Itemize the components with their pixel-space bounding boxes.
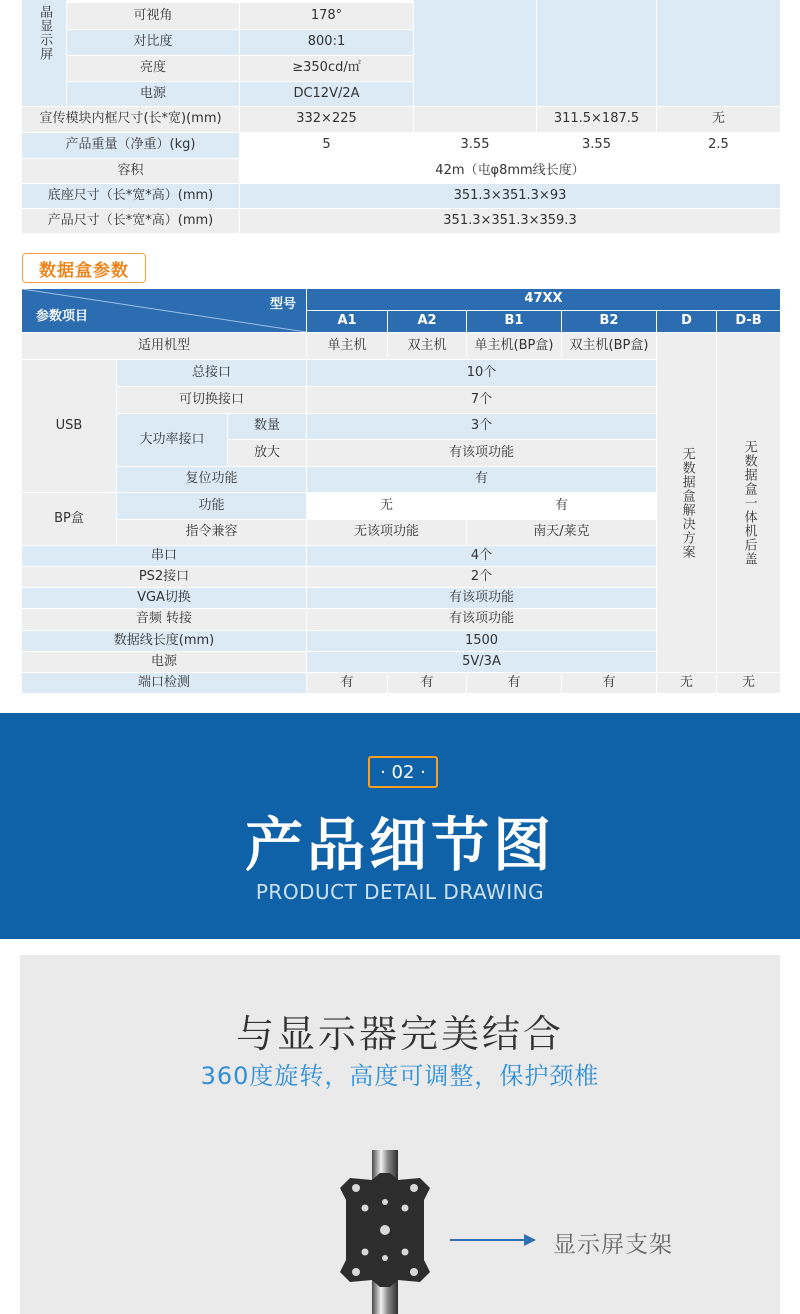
row-label: 指令兼容 xyxy=(117,520,306,545)
d-note: 无数据盒解决方案 xyxy=(679,446,695,559)
row-value: 5V/3A xyxy=(307,652,656,672)
row-value: 无该项功能 xyxy=(307,520,466,545)
row-value: 有 xyxy=(562,673,656,693)
arrow-right-icon xyxy=(450,1233,536,1247)
spec-value: 351.3×351.3×93 xyxy=(240,184,780,208)
spec-value: 5 xyxy=(240,133,413,158)
row-value: 有 xyxy=(467,673,561,693)
row-value: 有该项功能 xyxy=(307,440,656,466)
spec-label: 产品重量（净重）(kg) xyxy=(22,133,239,158)
row-value: 无 xyxy=(657,673,716,693)
row-value: 有 xyxy=(307,467,656,492)
blank-cell xyxy=(657,0,780,106)
row-label: 数据线长度(mm) xyxy=(22,631,306,651)
col-header: B1 xyxy=(467,311,561,332)
row-value: 有 xyxy=(388,673,466,693)
row-value: 南天/莱克 xyxy=(467,520,656,545)
model-header-label: 型号 xyxy=(269,297,296,312)
row-value: 1500 xyxy=(307,631,656,651)
spec-value: 无 xyxy=(657,107,780,132)
col-header: D xyxy=(657,311,716,332)
row-value: 4个 xyxy=(307,546,656,566)
blank-cell xyxy=(414,0,536,106)
spec-value: 3.55 xyxy=(414,133,536,158)
row-label: 音频 转接 xyxy=(22,609,306,630)
db-note: 无数据盒一体机后盖 xyxy=(741,439,757,566)
col-header: D-B xyxy=(717,311,780,332)
row-value: 有 xyxy=(467,493,656,519)
row-value: 2个 xyxy=(307,567,656,587)
monitor-mount-image xyxy=(320,1140,470,1314)
spec-label: 宣传模块内框尺寸(长*宽)(mm) xyxy=(22,107,239,132)
header-corner xyxy=(22,289,306,332)
spec-value: 2.5 xyxy=(657,133,780,158)
col-header: B2 xyxy=(562,311,656,332)
col-header: A1 xyxy=(307,311,387,332)
detail-subtitle: 360度旋转，高度可调整，保护颈椎 xyxy=(200,1062,600,1090)
row-label: PS2接口 xyxy=(22,567,306,587)
row-value: 双主机(BP盒) xyxy=(562,333,656,359)
mount-label: 显示屏支架 xyxy=(553,1232,673,1258)
display-group-label xyxy=(22,0,66,106)
row-value: 3个 xyxy=(307,414,656,439)
detail-title: 与显示器完美结合 xyxy=(235,1012,564,1056)
spec-value: 311.5×187.5 xyxy=(537,107,656,132)
spec-value: 351.3×351.3×359.3 xyxy=(240,209,780,233)
spec-label: 底座尺寸（长*宽*高）(mm) xyxy=(22,184,239,208)
row-label: 大功率接口 xyxy=(117,414,227,466)
spec-label: 对比度 xyxy=(67,30,239,55)
row-value: 有该项功能 xyxy=(307,609,656,630)
spec-value: 332×225 xyxy=(240,107,413,132)
blank-cell xyxy=(537,0,656,106)
series-header: 47XX xyxy=(307,289,780,310)
row-label: 数量 xyxy=(228,414,306,439)
section-number-tag: · 02 · xyxy=(368,756,438,788)
group-label-text: 晶显示屏 xyxy=(37,5,53,61)
spec-label: 产品尺寸（长*宽*高）(mm) xyxy=(22,209,239,233)
row-value: 双主机 xyxy=(388,333,466,359)
section-title: 产品细节图 xyxy=(244,811,555,879)
spec-value: 800:1 xyxy=(240,30,413,55)
spec-value: ≥350cd/㎡ xyxy=(240,56,413,81)
row-label: 总接口 xyxy=(117,360,306,386)
row-value: 无 xyxy=(307,493,466,519)
spec-value xyxy=(414,107,536,132)
spec-value: 3.55 xyxy=(537,133,656,158)
section-subtitle: PRODUCT DETAIL DRAWING xyxy=(255,880,545,904)
row-label: 可切换接口 xyxy=(117,387,306,413)
db-note-cell xyxy=(717,333,780,672)
row-label: 复位功能 xyxy=(117,467,306,492)
usb-group-label: USB xyxy=(22,360,116,492)
data-box-badge: 数据盒参数 xyxy=(22,253,146,283)
spec-label: 亮度 xyxy=(67,56,239,81)
spec-value: DC12V/2A xyxy=(240,82,413,106)
spec-value: 178° xyxy=(240,3,413,29)
row-label: VGA切换 xyxy=(22,588,306,608)
col-header: A2 xyxy=(388,311,466,332)
row-label: 放大 xyxy=(228,440,306,466)
spec-label: 电源 xyxy=(67,82,239,106)
row-value: 无 xyxy=(717,673,780,693)
bp-group-label: BP盒 xyxy=(22,493,116,545)
row-value: 单主机 xyxy=(307,333,387,359)
d-note-cell xyxy=(657,333,716,672)
spec-value: 42m（屯φ8mm线长度） xyxy=(240,159,780,183)
spec-label: 可视角 xyxy=(67,3,239,29)
row-label: 适用机型 xyxy=(22,333,306,359)
row-value: 10个 xyxy=(307,360,656,386)
param-header-label: 参数项目 xyxy=(36,309,89,324)
row-value: 有 xyxy=(307,673,387,693)
row-label: 串口 xyxy=(22,546,306,566)
spec-label: 容积 xyxy=(22,159,239,183)
row-label: 功能 xyxy=(117,493,306,519)
row-label: 端口检测 xyxy=(22,673,306,693)
row-value: 单主机(BP盒) xyxy=(467,333,561,359)
row-label: 电源 xyxy=(22,652,306,672)
row-value: 有该项功能 xyxy=(307,588,656,608)
row-value: 7个 xyxy=(307,387,656,413)
